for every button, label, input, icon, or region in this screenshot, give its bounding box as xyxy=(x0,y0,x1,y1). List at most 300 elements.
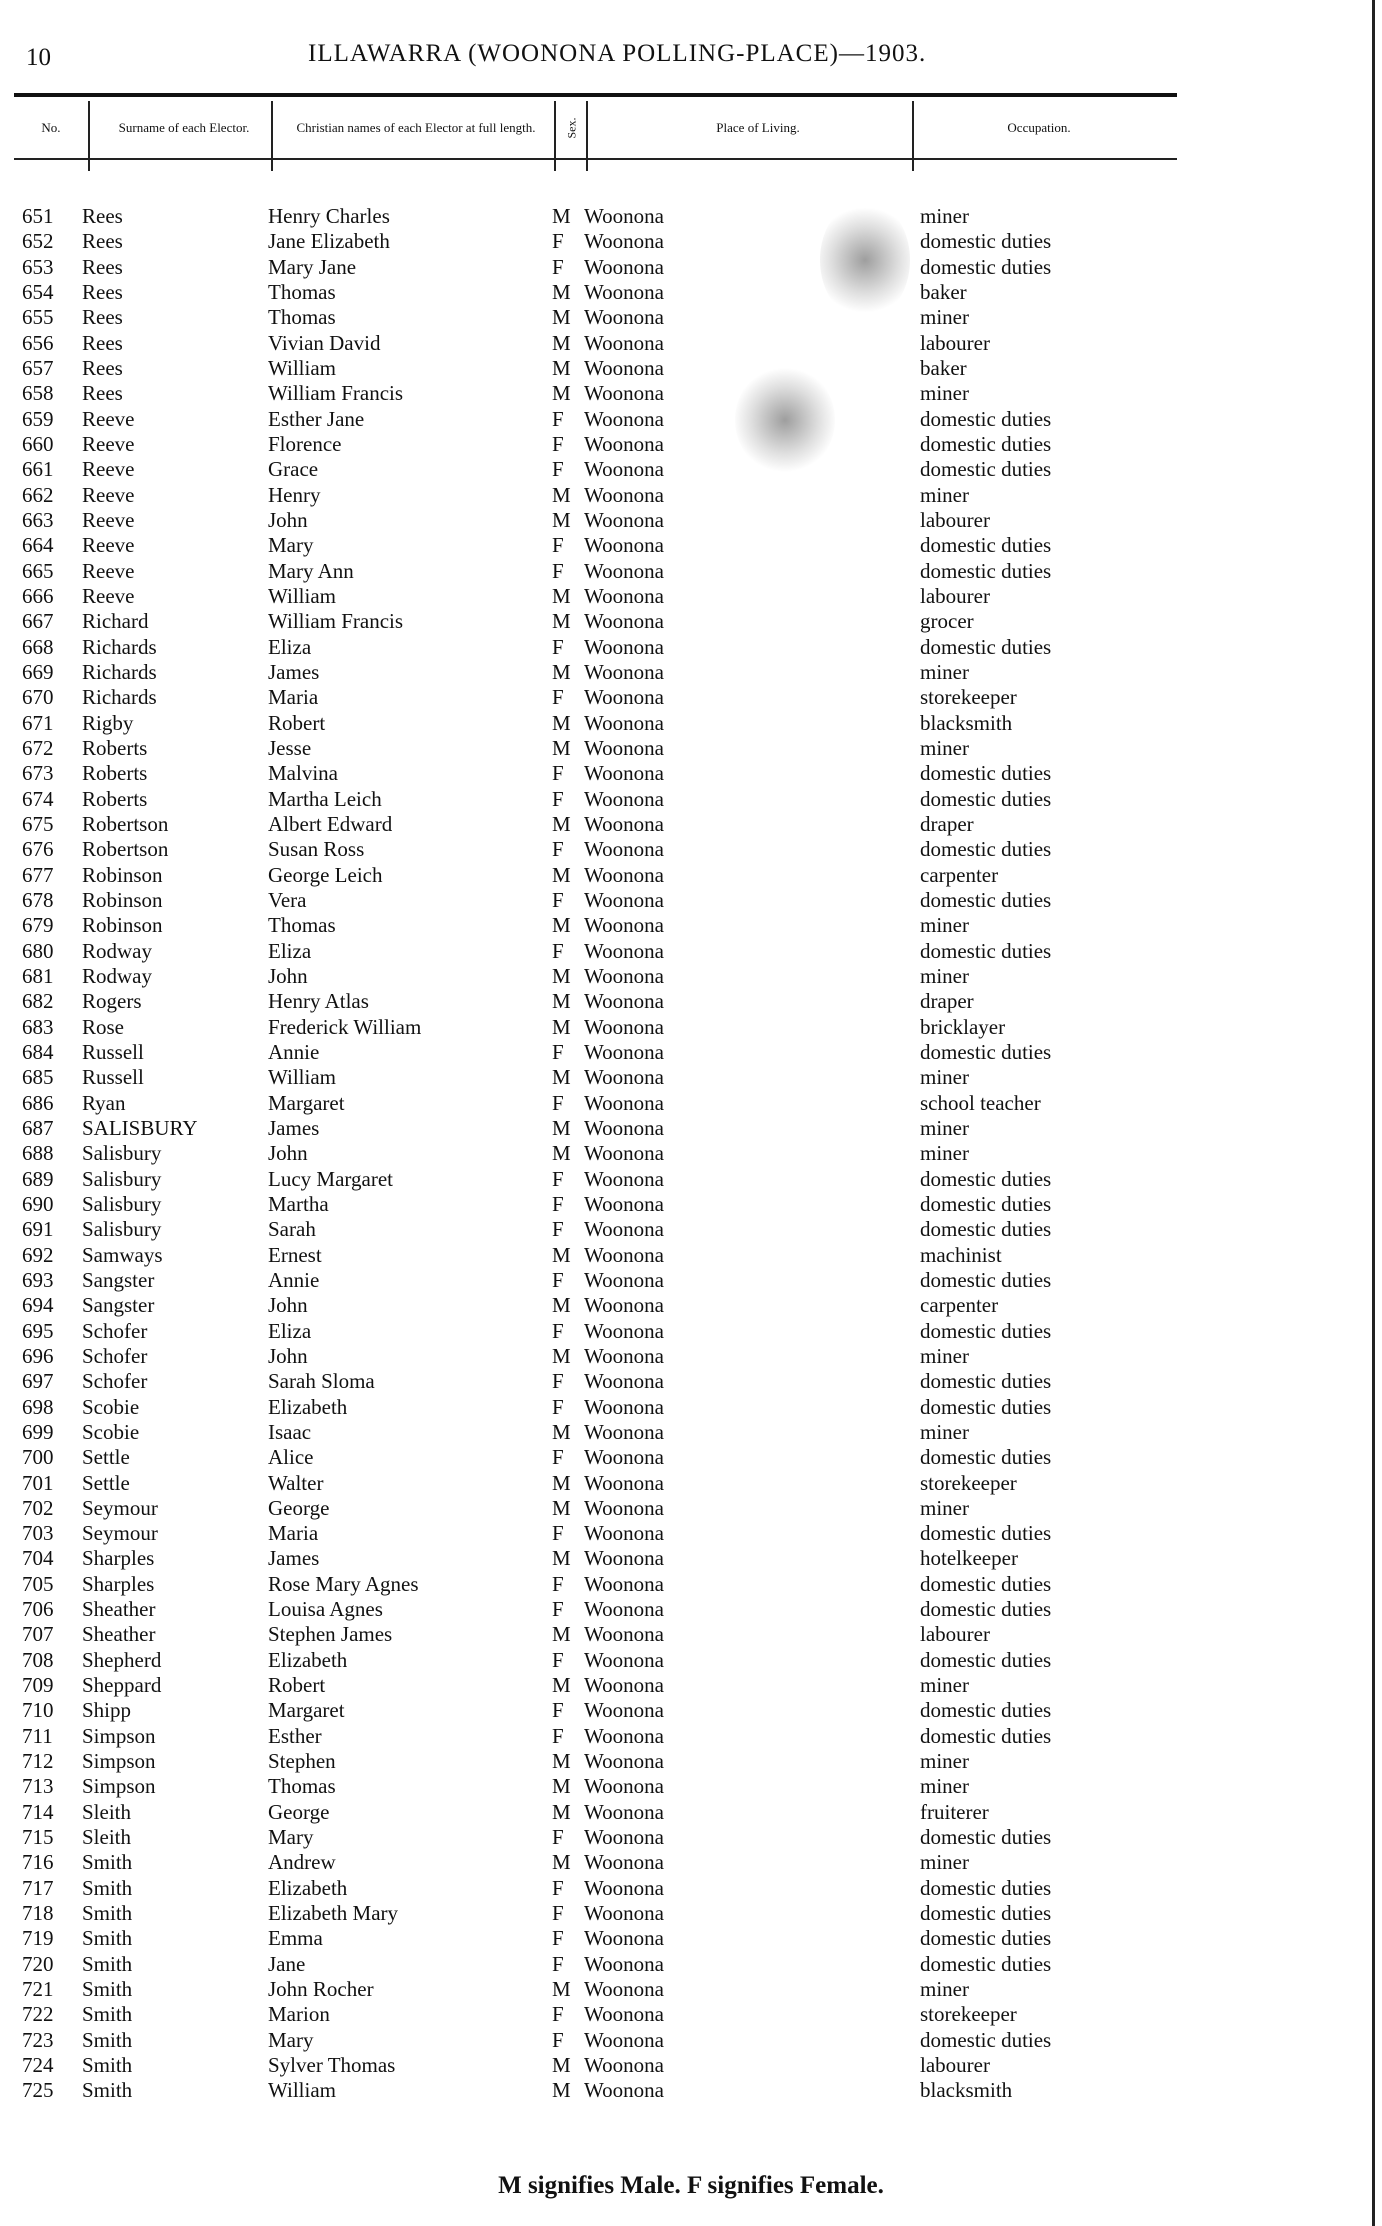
elector-place-of-living: Woonona xyxy=(584,1749,664,1774)
table-row xyxy=(0,1698,1382,1723)
elector-number: 667 xyxy=(22,609,54,634)
table-row xyxy=(0,1344,1382,1369)
table-row xyxy=(0,2078,1382,2103)
elector-christian-names: Mary xyxy=(268,2027,314,2052)
elector-christian-names: Henry Charles xyxy=(268,204,390,228)
table-row xyxy=(0,812,1382,837)
elector-surname: Robinson xyxy=(82,862,163,887)
elector-christian-names: Margaret xyxy=(268,1698,345,1723)
elector-occupation: miner xyxy=(920,305,969,330)
elector-surname: Shipp xyxy=(82,1698,132,1723)
elector-number: 671 xyxy=(22,710,54,735)
elector-place-of-living: Woonona xyxy=(584,634,664,659)
table-row xyxy=(0,407,1382,432)
elector-place-of-living: Woonona xyxy=(584,913,664,938)
elector-place-of-living: Woonona xyxy=(584,2027,664,2052)
elector-sex: F xyxy=(552,1318,564,1343)
elector-christian-names: Marion xyxy=(268,2002,330,2027)
elector-christian-names: Mary Ann xyxy=(268,558,354,583)
elector-occupation: labourer xyxy=(920,330,990,355)
elector-number: 691 xyxy=(22,1217,54,1242)
table-row xyxy=(0,1293,1382,1318)
elector-occupation: storekeeper xyxy=(920,1470,1017,1495)
elector-number: 697 xyxy=(22,1369,54,1394)
elector-christian-names: Elizabeth xyxy=(268,1647,348,1672)
elector-surname: Rogers xyxy=(82,989,142,1014)
elector-sex: F xyxy=(552,786,564,811)
elector-surname: Sheather xyxy=(82,1597,156,1622)
elector-christian-names: Florence xyxy=(268,431,342,456)
elector-surname: Sangster xyxy=(82,1293,155,1318)
elector-sex: F xyxy=(552,1090,564,1115)
elector-number: 676 xyxy=(22,837,54,862)
elector-christian-names: Thomas xyxy=(268,305,336,330)
elector-christian-names: Ernest xyxy=(268,1242,322,1267)
elector-occupation: labourer xyxy=(920,2053,990,2078)
table-row xyxy=(0,1471,1382,1496)
elector-number: 695 xyxy=(22,1318,54,1343)
elector-number: 715 xyxy=(22,1825,54,1850)
elector-christian-names: Louisa Agnes xyxy=(268,1597,383,1622)
elector-place-of-living: Woonona xyxy=(584,2002,664,2027)
elector-number: 717 xyxy=(22,1875,54,1900)
elector-sex: M xyxy=(552,811,571,836)
elector-sex: M xyxy=(552,2053,571,2078)
elector-sex: M xyxy=(552,482,571,507)
table-row xyxy=(0,1167,1382,1192)
elector-number: 660 xyxy=(22,431,54,456)
elector-place-of-living: Woonona xyxy=(584,761,664,786)
elector-place-of-living: Woonona xyxy=(584,507,664,532)
elector-christian-names: Sarah xyxy=(268,1217,316,1242)
elector-surname: Settle xyxy=(82,1445,130,1470)
elector-sex: F xyxy=(552,1191,564,1216)
elector-place-of-living: Woonona xyxy=(584,938,664,963)
elector-sex: M xyxy=(552,1977,571,2002)
table-row xyxy=(0,685,1382,710)
elector-place-of-living: Woonona xyxy=(584,609,664,634)
elector-sex: M xyxy=(552,1546,571,1571)
elector-sex: M xyxy=(552,204,571,228)
table-row xyxy=(0,1572,1382,1597)
elector-place-of-living: Woonona xyxy=(584,811,664,836)
elector-surname: Seymour xyxy=(82,1521,158,1546)
elector-surname: Rodway xyxy=(82,963,152,988)
table-row xyxy=(0,1977,1382,2002)
table-row xyxy=(0,1141,1382,1166)
elector-place-of-living: Woonona xyxy=(584,254,664,279)
elector-occupation: domestic duties xyxy=(920,786,1052,811)
elector-sex: M xyxy=(552,1673,571,1698)
elector-number: 707 xyxy=(22,1622,54,1647)
elector-surname: Roberts xyxy=(82,786,148,811)
elector-christian-names: Martha Leich xyxy=(268,786,382,811)
elector-surname: Schofer xyxy=(82,1343,148,1368)
elector-sex: F xyxy=(552,887,564,912)
elector-surname: Sharples xyxy=(82,1546,155,1571)
elector-number: 662 xyxy=(22,482,54,507)
elector-number: 682 xyxy=(22,989,54,1014)
elector-place-of-living: Woonona xyxy=(584,1673,664,1698)
elector-christian-names: Walter xyxy=(268,1470,324,1495)
elector-occupation: miner xyxy=(920,204,969,228)
elector-place-of-living: Woonona xyxy=(584,1495,664,1520)
elector-sex: M xyxy=(552,1495,571,1520)
elector-occupation: miner xyxy=(920,963,969,988)
elector-number: 664 xyxy=(22,533,54,558)
elector-surname: Richard xyxy=(82,609,149,634)
elector-occupation: domestic duties xyxy=(920,431,1052,456)
elector-surname: Smith xyxy=(82,2053,133,2078)
table-row xyxy=(0,1091,1382,1116)
elector-sex: F xyxy=(552,229,564,254)
elector-number: 716 xyxy=(22,1850,54,1875)
table-row xyxy=(0,1901,1382,1926)
elector-surname: Schofer xyxy=(82,1369,148,1394)
elector-surname: Sheather xyxy=(82,1622,156,1647)
elector-sex: F xyxy=(552,1597,564,1622)
elector-sex: M xyxy=(552,862,571,887)
elector-christian-names: Maria xyxy=(268,685,319,710)
elector-surname: Sleith xyxy=(82,1825,132,1850)
elector-christian-names: Esther xyxy=(268,1723,322,1748)
page-edge-shadow xyxy=(1372,0,1375,2226)
elector-occupation: domestic duties xyxy=(920,1369,1052,1394)
table-row xyxy=(0,1724,1382,1749)
elector-number: 722 xyxy=(22,2002,54,2027)
elector-occupation: domestic duties xyxy=(920,229,1052,254)
elector-surname: Sleith xyxy=(82,1799,132,1824)
elector-sex: M xyxy=(552,735,571,760)
elector-place-of-living: Woonona xyxy=(584,1394,664,1419)
elector-number: 703 xyxy=(22,1521,54,1546)
table-row xyxy=(0,1445,1382,1470)
elector-place-of-living: Woonona xyxy=(584,963,664,988)
elector-occupation: domestic duties xyxy=(920,254,1052,279)
elector-christian-names: Elizabeth Mary xyxy=(268,1901,399,1926)
elector-surname: Smith xyxy=(82,1926,133,1951)
elector-place-of-living: Woonona xyxy=(584,1039,664,1064)
elector-occupation: domestic duties xyxy=(920,1951,1052,1976)
elector-place-of-living: Woonona xyxy=(584,1951,664,1976)
elector-occupation: machinist xyxy=(920,1242,1002,1267)
table-row xyxy=(0,229,1382,254)
elector-place-of-living: Woonona xyxy=(584,2053,664,2078)
elector-surname: Robertson xyxy=(82,811,169,836)
elector-surname: Rodway xyxy=(82,938,152,963)
elector-number: 693 xyxy=(22,1267,54,1292)
elector-sex: F xyxy=(552,1926,564,1951)
elector-surname: Scobie xyxy=(82,1419,140,1444)
elector-surname: Richards xyxy=(82,685,157,710)
elector-place-of-living: Woonona xyxy=(584,1293,664,1318)
elector-occupation: domestic duties xyxy=(920,837,1052,862)
elector-christian-names: John xyxy=(268,1293,308,1318)
elector-surname: Ryan xyxy=(82,1090,126,1115)
elector-place-of-living: Woonona xyxy=(584,2078,664,2103)
elector-number: 651 xyxy=(22,204,54,228)
elector-sex: F xyxy=(552,558,564,583)
elector-place-of-living: Woonona xyxy=(584,685,664,710)
elector-christian-names: John xyxy=(268,1343,308,1368)
elector-number: 702 xyxy=(22,1495,54,1520)
elector-place-of-living: Woonona xyxy=(584,1115,664,1140)
elector-place-of-living: Woonona xyxy=(584,583,664,608)
elector-christian-names: Annie xyxy=(268,1267,320,1292)
elector-christian-names: Stephen xyxy=(268,1749,336,1774)
table-row xyxy=(0,2053,1382,2078)
elector-place-of-living: Woonona xyxy=(584,457,664,482)
elector-number: 677 xyxy=(22,862,54,887)
elector-number: 661 xyxy=(22,457,54,482)
elector-number: 652 xyxy=(22,229,54,254)
table-row xyxy=(0,1648,1382,1673)
elector-number: 710 xyxy=(22,1698,54,1723)
elector-sex: F xyxy=(552,634,564,659)
elector-number: 696 xyxy=(22,1343,54,1368)
elector-christian-names: Susan Ross xyxy=(268,837,365,862)
elector-occupation: domestic duties xyxy=(920,533,1052,558)
elector-occupation: domestic duties xyxy=(920,1571,1052,1596)
column-header-occupation: Occupation. xyxy=(1007,120,1071,135)
column-header-no: No. xyxy=(41,120,61,135)
elector-sex: F xyxy=(552,457,564,482)
elector-number: 699 xyxy=(22,1419,54,1444)
elector-number: 658 xyxy=(22,381,54,406)
elector-sex: F xyxy=(552,837,564,862)
elector-occupation: bricklayer xyxy=(920,1014,1006,1039)
elector-number: 687 xyxy=(22,1115,54,1140)
elector-place-of-living: Woonona xyxy=(584,1825,664,1850)
elector-christian-names: Eliza xyxy=(268,634,312,659)
elector-christian-names: Elizabeth xyxy=(268,1875,348,1900)
table-row xyxy=(0,1217,1382,1242)
elector-place-of-living: Woonona xyxy=(584,710,664,735)
elector-occupation: grocer xyxy=(920,609,974,634)
elector-occupation: labourer xyxy=(920,507,990,532)
elector-sex: F xyxy=(552,1647,564,1672)
table-row xyxy=(0,1876,1382,1901)
elector-occupation: miner xyxy=(920,1850,969,1875)
elector-occupation: labourer xyxy=(920,1622,990,1647)
table-row xyxy=(0,1926,1382,1951)
page-title: ILLAWARRA (WOONONA POLLING-PLACE)—1903. xyxy=(308,40,927,67)
elector-occupation: miner xyxy=(920,1673,969,1698)
elector-place-of-living: Woonona xyxy=(584,1014,664,1039)
elector-occupation: domestic duties xyxy=(920,1166,1052,1191)
table-row xyxy=(0,2002,1382,2027)
table-row xyxy=(0,255,1382,280)
elector-surname: Reeve xyxy=(82,406,135,431)
elector-number: 670 xyxy=(22,685,54,710)
elector-sex: M xyxy=(552,1419,571,1444)
elector-number: 681 xyxy=(22,963,54,988)
elector-surname: Reeve xyxy=(82,431,135,456)
elector-christian-names: Vera xyxy=(268,887,307,912)
elector-christian-names: Mary xyxy=(268,533,314,558)
elector-number: 698 xyxy=(22,1394,54,1419)
elector-sex: M xyxy=(552,2078,571,2103)
elector-sex: F xyxy=(552,938,564,963)
table-row xyxy=(0,1040,1382,1065)
elector-christian-names: Eliza xyxy=(268,938,312,963)
elector-christian-names: Sarah Sloma xyxy=(268,1369,375,1394)
table-row xyxy=(0,1015,1382,1040)
elector-surname: Seymour xyxy=(82,1495,158,1520)
elector-number: 689 xyxy=(22,1166,54,1191)
elector-sex: F xyxy=(552,431,564,456)
table-row xyxy=(0,1395,1382,1420)
elector-occupation: labourer xyxy=(920,583,990,608)
elector-sex: M xyxy=(552,1014,571,1039)
table-row xyxy=(0,1800,1382,1825)
table-row xyxy=(0,1192,1382,1217)
elector-christian-names: Martha xyxy=(268,1191,329,1216)
elector-occupation: domestic duties xyxy=(920,1394,1052,1419)
elector-christian-names: Mary Jane xyxy=(268,254,357,279)
elector-occupation: miner xyxy=(920,1343,969,1368)
table-row xyxy=(0,1521,1382,1546)
table-row xyxy=(0,761,1382,786)
elector-place-of-living: Woonona xyxy=(584,1723,664,1748)
table-row xyxy=(0,1369,1382,1394)
elector-place-of-living: Woonona xyxy=(584,1090,664,1115)
elector-surname: Smith xyxy=(82,1977,133,2002)
elector-occupation: miner xyxy=(920,1419,969,1444)
elector-occupation: draper xyxy=(920,989,974,1014)
table-row xyxy=(0,888,1382,913)
elector-number: 653 xyxy=(22,254,54,279)
elector-number: 668 xyxy=(22,634,54,659)
elector-occupation: school teacher xyxy=(920,1090,1041,1115)
elector-occupation: domestic duties xyxy=(920,1318,1052,1343)
elector-occupation: domestic duties xyxy=(920,1217,1052,1242)
elector-sex: M xyxy=(552,710,571,735)
table-row xyxy=(0,660,1382,685)
elector-christian-names: George Leich xyxy=(268,862,383,887)
table-row xyxy=(0,559,1382,584)
table-row xyxy=(0,1546,1382,1571)
elector-surname: Rees xyxy=(82,279,123,304)
elector-christian-names: Jane xyxy=(268,1951,306,1976)
elector-occupation: domestic duties xyxy=(920,1723,1052,1748)
elector-occupation: domestic duties xyxy=(920,1445,1052,1470)
elector-christian-names: Mary xyxy=(268,1825,314,1850)
elector-surname: Russell xyxy=(82,1065,144,1090)
elector-number: 692 xyxy=(22,1242,54,1267)
elector-place-of-living: Woonona xyxy=(584,1698,664,1723)
elector-occupation: domestic duties xyxy=(920,558,1052,583)
elector-occupation: domestic duties xyxy=(920,938,1052,963)
elector-number: 719 xyxy=(22,1926,54,1951)
elector-place-of-living: Woonona xyxy=(584,1597,664,1622)
elector-sex: M xyxy=(552,659,571,684)
elector-sex: M xyxy=(552,1242,571,1267)
header-rule-bottom xyxy=(14,158,1177,160)
elector-place-of-living: Woonona xyxy=(584,558,664,583)
elector-christian-names: Annie xyxy=(268,1039,320,1064)
elector-sex: F xyxy=(552,1445,564,1470)
table-row xyxy=(0,1116,1382,1141)
elector-christian-names: George xyxy=(268,1799,330,1824)
elector-christian-names: Albert Edward xyxy=(268,811,393,836)
elector-number: 688 xyxy=(22,1141,54,1166)
elector-surname: Schofer xyxy=(82,1318,148,1343)
page-number: 10 xyxy=(26,44,51,71)
elector-number: 708 xyxy=(22,1647,54,1672)
elector-christian-names: Frederick William xyxy=(268,1014,422,1039)
elector-occupation: domestic duties xyxy=(920,1825,1052,1850)
elector-place-of-living: Woonona xyxy=(584,1926,664,1951)
elector-occupation: storekeeper xyxy=(920,2002,1017,2027)
elector-occupation: blacksmith xyxy=(920,710,1013,735)
elector-sex: F xyxy=(552,2002,564,2027)
elector-surname: Rees xyxy=(82,355,123,380)
elector-surname: Shepherd xyxy=(82,1647,162,1672)
elector-occupation: miner xyxy=(920,1977,969,2002)
table-row xyxy=(0,1825,1382,1850)
elector-surname: Salisbury xyxy=(82,1166,162,1191)
elector-occupation: domestic duties xyxy=(920,1875,1052,1900)
elector-occupation: miner xyxy=(920,381,969,406)
elector-occupation: domestic duties xyxy=(920,406,1052,431)
elector-sex: F xyxy=(552,1521,564,1546)
table-row xyxy=(0,457,1382,482)
elector-sex: M xyxy=(552,1115,571,1140)
elector-surname: Robinson xyxy=(82,913,163,938)
elector-christian-names: John xyxy=(268,1141,308,1166)
table-row xyxy=(0,533,1382,558)
elector-place-of-living: Woonona xyxy=(584,1343,664,1368)
elector-number: 714 xyxy=(22,1799,54,1824)
elector-sex: M xyxy=(552,583,571,608)
elector-surname: Russell xyxy=(82,1039,144,1064)
elector-place-of-living: Woonona xyxy=(584,1977,664,2002)
elector-occupation: miner xyxy=(920,1141,969,1166)
elector-surname: Smith xyxy=(82,2002,133,2027)
elector-christian-names: Rose Mary Agnes xyxy=(268,1571,419,1596)
elector-number: 685 xyxy=(22,1065,54,1090)
elector-number: 666 xyxy=(22,583,54,608)
elector-place-of-living: Woonona xyxy=(584,1647,664,1672)
elector-place-of-living: Woonona xyxy=(584,989,664,1014)
elector-surname: Robinson xyxy=(82,887,163,912)
elector-sex: M xyxy=(552,1850,571,1875)
elector-sex: F xyxy=(552,1951,564,1976)
elector-place-of-living: Woonona xyxy=(584,204,664,228)
elector-sex: M xyxy=(552,330,571,355)
elector-sex: M xyxy=(552,507,571,532)
elector-surname: Smith xyxy=(82,1850,133,1875)
elector-number: 673 xyxy=(22,761,54,786)
elector-number: 711 xyxy=(22,1723,53,1748)
elector-sex: M xyxy=(552,1749,571,1774)
elector-place-of-living: Woonona xyxy=(584,1419,664,1444)
elector-number: 709 xyxy=(22,1673,54,1698)
column-header-sex: Sex. xyxy=(564,117,578,139)
footnote-sex-legend: M signifies Male. F signifies Female. xyxy=(498,2172,884,2199)
elector-place-of-living: Woonona xyxy=(584,482,664,507)
elector-occupation: domestic duties xyxy=(920,1521,1052,1546)
elector-number: 657 xyxy=(22,355,54,380)
elector-sex: M xyxy=(552,1141,571,1166)
table-row xyxy=(0,483,1382,508)
elector-place-of-living: Woonona xyxy=(584,1799,664,1824)
elector-place-of-living: Woonona xyxy=(584,1901,664,1926)
elector-sex: F xyxy=(552,1394,564,1419)
elector-sex: M xyxy=(552,1774,571,1799)
elector-christian-names: William xyxy=(268,2078,336,2103)
